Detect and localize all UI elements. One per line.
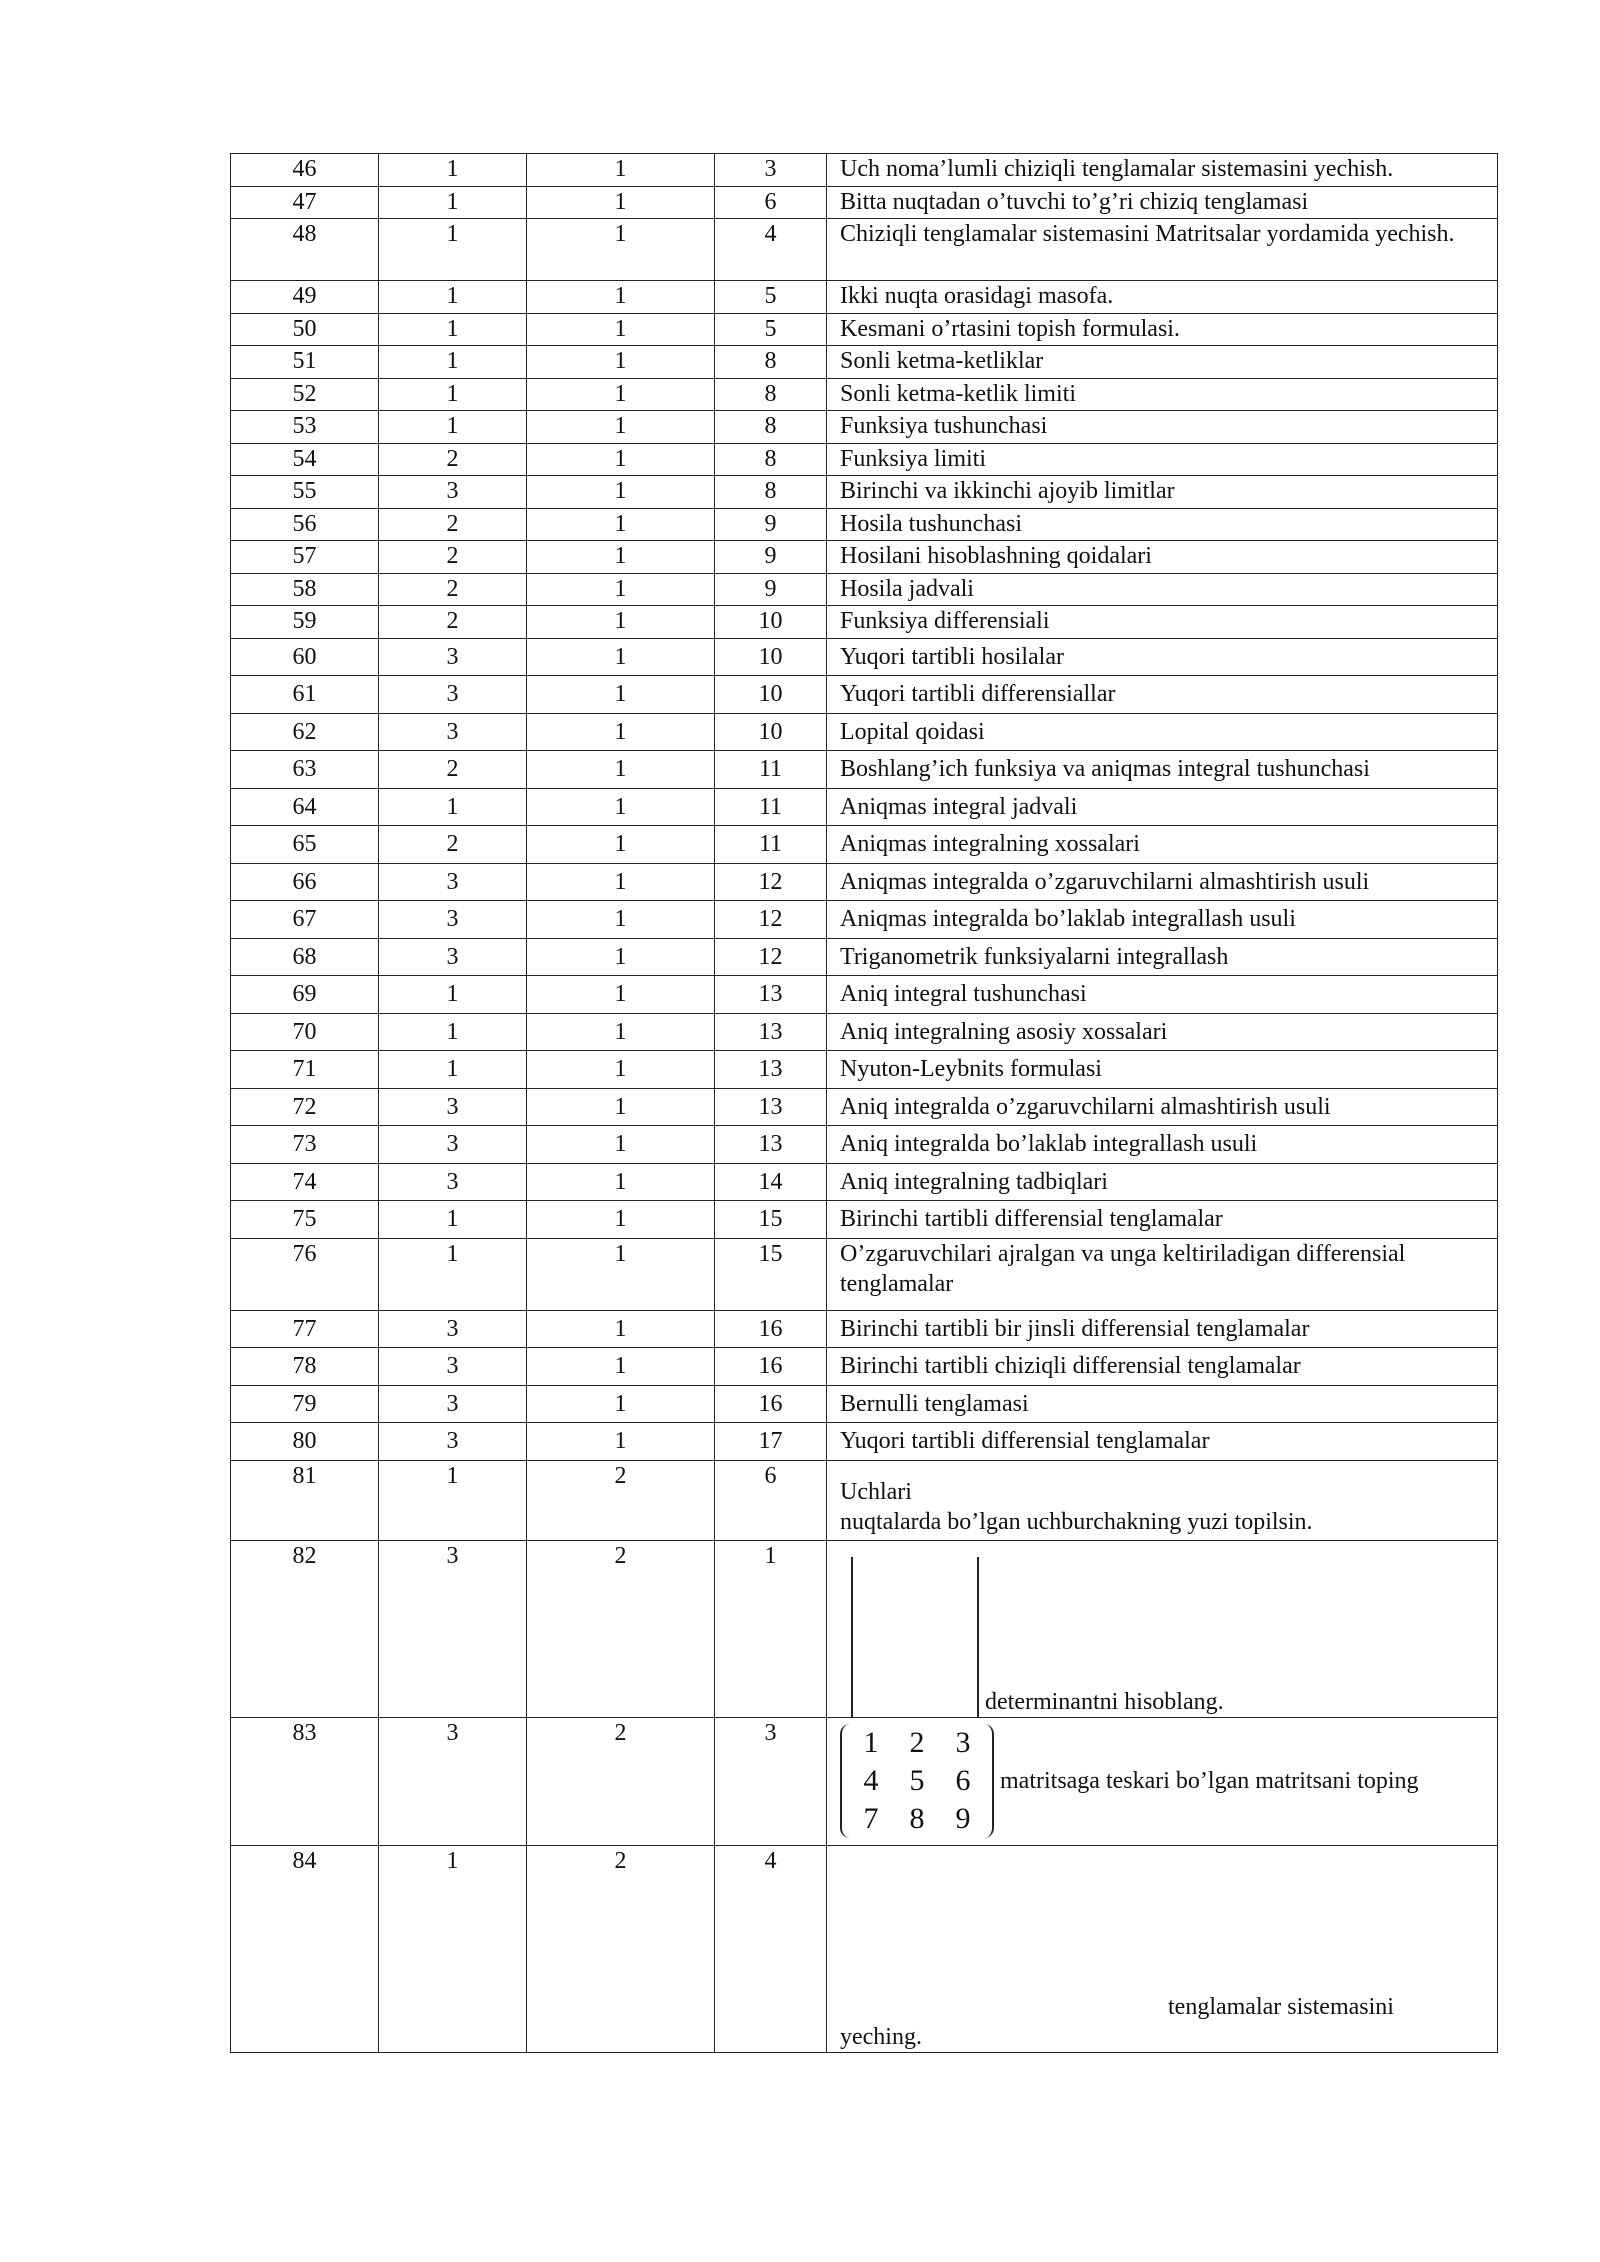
cell-col-a: 1 (379, 1013, 527, 1051)
cell-col-a: 1 (379, 411, 527, 444)
cell-col-a: 2 (379, 573, 527, 606)
table-row (231, 1385, 1498, 1423)
cell-topic: O’zgaruvchilari ajralgan va unga keltiriladigan differensial tenglamalar (827, 1238, 1498, 1310)
cell-col-b: 1 (527, 1088, 715, 1126)
cell-number: 62 (231, 713, 379, 751)
cell-col-c: 12 (715, 901, 827, 939)
table-row (231, 1051, 1498, 1089)
matrix-cell: 3 (955, 1726, 971, 1759)
cell-topic: Boshlang’ich funksiya va aniqmas integral tushunchasi (827, 751, 1498, 789)
table-row (231, 411, 1498, 444)
cell-topic: Aniqmas integralda bo’laklab integrallash usuli (827, 901, 1498, 939)
cell-number: 59 (231, 606, 379, 639)
cell-col-b: 1 (527, 154, 715, 187)
table-row (231, 1540, 1498, 1717)
cell-col-a: 3 (379, 638, 527, 676)
cell-number: 79 (231, 1385, 379, 1423)
matrix-cell: 8 (909, 1802, 925, 1835)
cell-number: 64 (231, 788, 379, 826)
cell-col-b: 1 (527, 638, 715, 676)
determinant-right-bar (977, 1557, 979, 1717)
cell-col-a: 1 (379, 313, 527, 346)
cell-topic: Aniq integralda bo’laklab integrallash usuli (827, 1126, 1498, 1164)
cell-topic: Birinchi va ikkinchi ajoyib limitlar (827, 476, 1498, 509)
cell-col-b: 1 (527, 938, 715, 976)
cell-topic: Aniqmas integralning xossalari (827, 826, 1498, 864)
matrix-cell: 4 (863, 1764, 879, 1797)
cell-col-c: 12 (715, 938, 827, 976)
cell-col-a: 3 (379, 1348, 527, 1386)
cell-col-a: 3 (379, 1717, 527, 1845)
table-row (231, 1163, 1498, 1201)
cell-col-c: 13 (715, 1013, 827, 1051)
table-row (231, 713, 1498, 751)
cell-col-a: 3 (379, 863, 527, 901)
cell-col-c: 16 (715, 1385, 827, 1423)
cell-number: 76 (231, 1238, 379, 1310)
cell-col-c: 15 (715, 1238, 827, 1310)
cell-col-a: 3 (379, 901, 527, 939)
table-row (231, 1013, 1498, 1051)
cell-number: 51 (231, 346, 379, 379)
cell-col-c: 8 (715, 411, 827, 444)
cell-col-b: 1 (527, 863, 715, 901)
determinant-left-bar (851, 1557, 853, 1717)
cell-col-c: 3 (715, 154, 827, 187)
cell-col-c: 11 (715, 826, 827, 864)
cell-col-a: 3 (379, 713, 527, 751)
table-row (231, 976, 1498, 1014)
cell-number: 83 (231, 1717, 379, 1845)
cell-col-c: 13 (715, 1051, 827, 1089)
cell-col-b: 1 (527, 281, 715, 314)
cell-col-c: 10 (715, 638, 827, 676)
cell-col-c: 10 (715, 713, 827, 751)
cell-col-b: 1 (527, 1126, 715, 1164)
cell-topic: Chiziqli tenglamalar sistemasini Matritsalar yordamida yechish. (827, 219, 1498, 281)
cell-topic: Aniq integralning asosiy xossalari (827, 1013, 1498, 1051)
cell-col-b: 2 (527, 1460, 715, 1540)
cell-number: 71 (231, 1051, 379, 1089)
cell-col-c: 11 (715, 751, 827, 789)
determinant-instruction: determinantni hisoblang. (985, 1688, 1224, 1715)
cell-number: 58 (231, 573, 379, 606)
cell-col-a: 3 (379, 1163, 527, 1201)
table-row (231, 676, 1498, 714)
cell-col-b: 1 (527, 676, 715, 714)
matrix (840, 1724, 994, 1838)
table-row (231, 1460, 1498, 1540)
cell-col-b: 1 (527, 411, 715, 444)
cell-col-b: 1 (527, 476, 715, 509)
cell-col-b: 1 (527, 541, 715, 574)
cell-number: 57 (231, 541, 379, 574)
cell-number: 60 (231, 638, 379, 676)
cell-col-a: 1 (379, 219, 527, 281)
cell-col-c: 13 (715, 976, 827, 1014)
cell-topic: Bernulli tenglamasi (827, 1385, 1498, 1423)
cell-topic: Aniq integralning tadbiqlari (827, 1163, 1498, 1201)
cell-col-c: 16 (715, 1348, 827, 1386)
cell-col-c: 8 (715, 476, 827, 509)
cell-number: 53 (231, 411, 379, 444)
cell-number: 52 (231, 378, 379, 411)
table-row (231, 1126, 1498, 1164)
cell-number: 81 (231, 1460, 379, 1540)
cell-col-b: 1 (527, 788, 715, 826)
cell-col-b: 1 (527, 313, 715, 346)
cell-topic: Aniqmas integralda o’zgaruvchilarni almashtirish usuli (827, 863, 1498, 901)
cell-number: 66 (231, 863, 379, 901)
cell-topic: Lopital qoidasi (827, 713, 1498, 751)
cell-col-b: 2 (527, 1845, 715, 2052)
cell-number: 84 (231, 1845, 379, 2052)
cell-topic: Nyuton-Leybnits formulasi (827, 1051, 1498, 1089)
table-row (231, 281, 1498, 314)
cell-topic: Funksiya limiti (827, 443, 1498, 476)
topic-line-2: nuqtalarda bo’lgan uchburchakning yuzi topilsin. (840, 1508, 1313, 1535)
cell-number: 54 (231, 443, 379, 476)
cell-col-c: 5 (715, 281, 827, 314)
table-row (231, 1201, 1498, 1239)
cell-topic (827, 1717, 1498, 1845)
cell-col-a: 2 (379, 541, 527, 574)
cell-col-c: 15 (715, 1201, 827, 1239)
cell-col-a: 3 (379, 676, 527, 714)
cell-number: 72 (231, 1088, 379, 1126)
cell-topic: Hosila tushunchasi (827, 508, 1498, 541)
cell-col-c: 1 (715, 1540, 827, 1717)
cell-topic: Aniq integralda o’zgaruvchilarni almashtirish usuli (827, 1088, 1498, 1126)
cell-col-a: 1 (379, 378, 527, 411)
cell-col-a: 1 (379, 1845, 527, 2052)
cell-col-b: 2 (527, 1540, 715, 1717)
cell-col-c: 9 (715, 573, 827, 606)
cell-topic: Triganometrik funksiyalarni integrallash (827, 938, 1498, 976)
cell-topic: Uch noma’lumli chiziqli tenglamalar sistemasini yechish. (827, 154, 1498, 187)
cell-topic: Aniq integral tushunchasi (827, 976, 1498, 1014)
table-body (231, 154, 1498, 2053)
cell-col-c: 14 (715, 1163, 827, 1201)
cell-col-b: 1 (527, 826, 715, 864)
cell-number: 77 (231, 1310, 379, 1348)
cell-number: 63 (231, 751, 379, 789)
cell-col-c: 6 (715, 186, 827, 219)
table-row (231, 541, 1498, 574)
cell-col-a: 3 (379, 1423, 527, 1461)
matrix-cell: 2 (909, 1726, 925, 1759)
topic-line-1: tenglamalar sistemasini (1168, 1993, 1394, 2020)
topic-line-2: yeching. (840, 2023, 922, 2050)
cell-col-b: 2 (527, 1717, 715, 1845)
cell-col-c: 3 (715, 1717, 827, 1845)
cell-col-b: 1 (527, 1201, 715, 1239)
cell-col-c: 5 (715, 313, 827, 346)
cell-topic (827, 1845, 1498, 2052)
cell-topic: Sonli ketma-ketlik limiti (827, 378, 1498, 411)
cell-col-a: 1 (379, 281, 527, 314)
matrix-row (848, 1762, 986, 1800)
cell-col-a: 3 (379, 1088, 527, 1126)
table-row (231, 788, 1498, 826)
cell-topic (827, 1460, 1498, 1540)
table-row (231, 638, 1498, 676)
cell-col-b: 1 (527, 346, 715, 379)
cell-number: 56 (231, 508, 379, 541)
cell-number: 78 (231, 1348, 379, 1386)
cell-col-c: 13 (715, 1126, 827, 1164)
cell-col-c: 8 (715, 346, 827, 379)
cell-number: 48 (231, 219, 379, 281)
table-row (231, 476, 1498, 509)
cell-col-c: 9 (715, 541, 827, 574)
cell-number: 74 (231, 1163, 379, 1201)
cell-col-b: 1 (527, 1385, 715, 1423)
cell-col-c: 4 (715, 1845, 827, 2052)
table-row (231, 346, 1498, 379)
cell-topic: Hosila jadvali (827, 573, 1498, 606)
table-row (231, 1238, 1498, 1310)
matrix-cell: 7 (863, 1802, 879, 1835)
table-row (231, 186, 1498, 219)
cell-col-a: 1 (379, 186, 527, 219)
table-row (231, 606, 1498, 639)
cell-col-a: 1 (379, 1238, 527, 1310)
cell-col-c: 10 (715, 676, 827, 714)
cell-col-b: 1 (527, 1051, 715, 1089)
cell-col-a: 2 (379, 508, 527, 541)
cell-col-b: 1 (527, 186, 715, 219)
cell-topic: Yuqori tartibli hosilalar (827, 638, 1498, 676)
cell-col-b: 1 (527, 573, 715, 606)
cell-col-a: 3 (379, 1540, 527, 1717)
table-row (231, 1310, 1498, 1348)
cell-col-c: 10 (715, 606, 827, 639)
table-row (231, 1717, 1498, 1845)
table-row (231, 443, 1498, 476)
cell-topic (827, 1540, 1498, 1717)
matrix-cell: 5 (909, 1764, 925, 1797)
table-row (231, 508, 1498, 541)
table-row (231, 154, 1498, 187)
table-row (231, 219, 1498, 281)
table-row (231, 573, 1498, 606)
cell-col-c: 12 (715, 863, 827, 901)
table-row (231, 901, 1498, 939)
cell-col-c: 17 (715, 1423, 827, 1461)
cell-topic: Birinchi tartibli differensial tenglamalar (827, 1201, 1498, 1239)
table-row (231, 1348, 1498, 1386)
cell-topic: Hosilani hisoblashning qoidalari (827, 541, 1498, 574)
cell-col-a: 3 (379, 1385, 527, 1423)
matrix-cell: 6 (955, 1764, 971, 1797)
cell-number: 82 (231, 1540, 379, 1717)
cell-col-b: 1 (527, 508, 715, 541)
cell-number: 47 (231, 186, 379, 219)
table-row (231, 826, 1498, 864)
cell-number: 70 (231, 1013, 379, 1051)
cell-col-c: 16 (715, 1310, 827, 1348)
cell-col-b: 1 (527, 1348, 715, 1386)
cell-col-a: 3 (379, 1310, 527, 1348)
cell-topic: Ikki nuqta orasidagi masofa. (827, 281, 1498, 314)
cell-col-c: 6 (715, 1460, 827, 1540)
cell-topic: Bitta nuqtadan o’tuvchi to’g’ri chiziq tenglamasi (827, 186, 1498, 219)
cell-col-c: 8 (715, 378, 827, 411)
cell-col-a: 1 (379, 154, 527, 187)
cell-col-c: 8 (715, 443, 827, 476)
cell-col-a: 3 (379, 938, 527, 976)
cell-topic: Yuqori tartibli differensial tenglamalar (827, 1423, 1498, 1461)
matrix-row (848, 1724, 986, 1762)
cell-number: 50 (231, 313, 379, 346)
cell-number: 61 (231, 676, 379, 714)
cell-topic: Birinchi tartibli bir jinsli differensial tenglamalar (827, 1310, 1498, 1348)
cell-number: 80 (231, 1423, 379, 1461)
cell-col-b: 1 (527, 1013, 715, 1051)
cell-col-a: 3 (379, 476, 527, 509)
cell-col-b: 1 (527, 713, 715, 751)
cell-col-c: 4 (715, 219, 827, 281)
cell-col-c: 11 (715, 788, 827, 826)
matrix-instruction: matritsaga teskari bo’lgan matritsani toping (1000, 1768, 1419, 1794)
matrix-cell: 9 (955, 1802, 971, 1835)
cell-topic: Sonli ketma-ketliklar (827, 346, 1498, 379)
table-row (231, 1845, 1498, 2052)
cell-number: 75 (231, 1201, 379, 1239)
cell-col-b: 1 (527, 219, 715, 281)
cell-col-a: 2 (379, 606, 527, 639)
cell-col-b: 1 (527, 606, 715, 639)
cell-col-c: 9 (715, 508, 827, 541)
matrix-row (848, 1800, 986, 1838)
table-row (231, 1088, 1498, 1126)
cell-number: 49 (231, 281, 379, 314)
cell-topic: Funksiya differensiali (827, 606, 1498, 639)
cell-topic: Aniqmas integral jadvali (827, 788, 1498, 826)
cell-number: 69 (231, 976, 379, 1014)
cell-col-b: 1 (527, 1310, 715, 1348)
cell-col-a: 1 (379, 346, 527, 379)
cell-number: 55 (231, 476, 379, 509)
table-row (231, 378, 1498, 411)
cell-number: 67 (231, 901, 379, 939)
cell-col-a: 2 (379, 751, 527, 789)
matrix-cell: 1 (863, 1726, 879, 1759)
topics-table (230, 153, 1498, 2053)
cell-col-a: 2 (379, 443, 527, 476)
cell-topic: Yuqori tartibli differensiallar (827, 676, 1498, 714)
table-row (231, 863, 1498, 901)
cell-col-b: 1 (527, 378, 715, 411)
cell-col-c: 13 (715, 1088, 827, 1126)
cell-topic: Kesmani o’rtasini topish formulasi. (827, 313, 1498, 346)
cell-topic: Birinchi tartibli chiziqli differensial tenglamalar (827, 1348, 1498, 1386)
table-row (231, 938, 1498, 976)
cell-col-a: 2 (379, 826, 527, 864)
cell-col-b: 1 (527, 976, 715, 1014)
cell-number: 65 (231, 826, 379, 864)
table-row (231, 313, 1498, 346)
cell-col-a: 1 (379, 1201, 527, 1239)
cell-col-a: 1 (379, 1460, 527, 1540)
topic-line-1: Uchlari (840, 1478, 912, 1505)
cell-col-b: 1 (527, 1163, 715, 1201)
cell-number: 73 (231, 1126, 379, 1164)
cell-number: 68 (231, 938, 379, 976)
cell-col-a: 1 (379, 788, 527, 826)
table-row (231, 1423, 1498, 1461)
cell-col-a: 1 (379, 976, 527, 1014)
cell-col-b: 1 (527, 751, 715, 789)
cell-col-a: 3 (379, 1126, 527, 1164)
cell-col-b: 1 (527, 1423, 715, 1461)
cell-topic: Funksiya tushunchasi (827, 411, 1498, 444)
cell-number: 46 (231, 154, 379, 187)
cell-col-b: 1 (527, 443, 715, 476)
cell-col-a: 1 (379, 1051, 527, 1089)
cell-col-b: 1 (527, 901, 715, 939)
table-row (231, 751, 1498, 789)
cell-col-b: 1 (527, 1238, 715, 1310)
